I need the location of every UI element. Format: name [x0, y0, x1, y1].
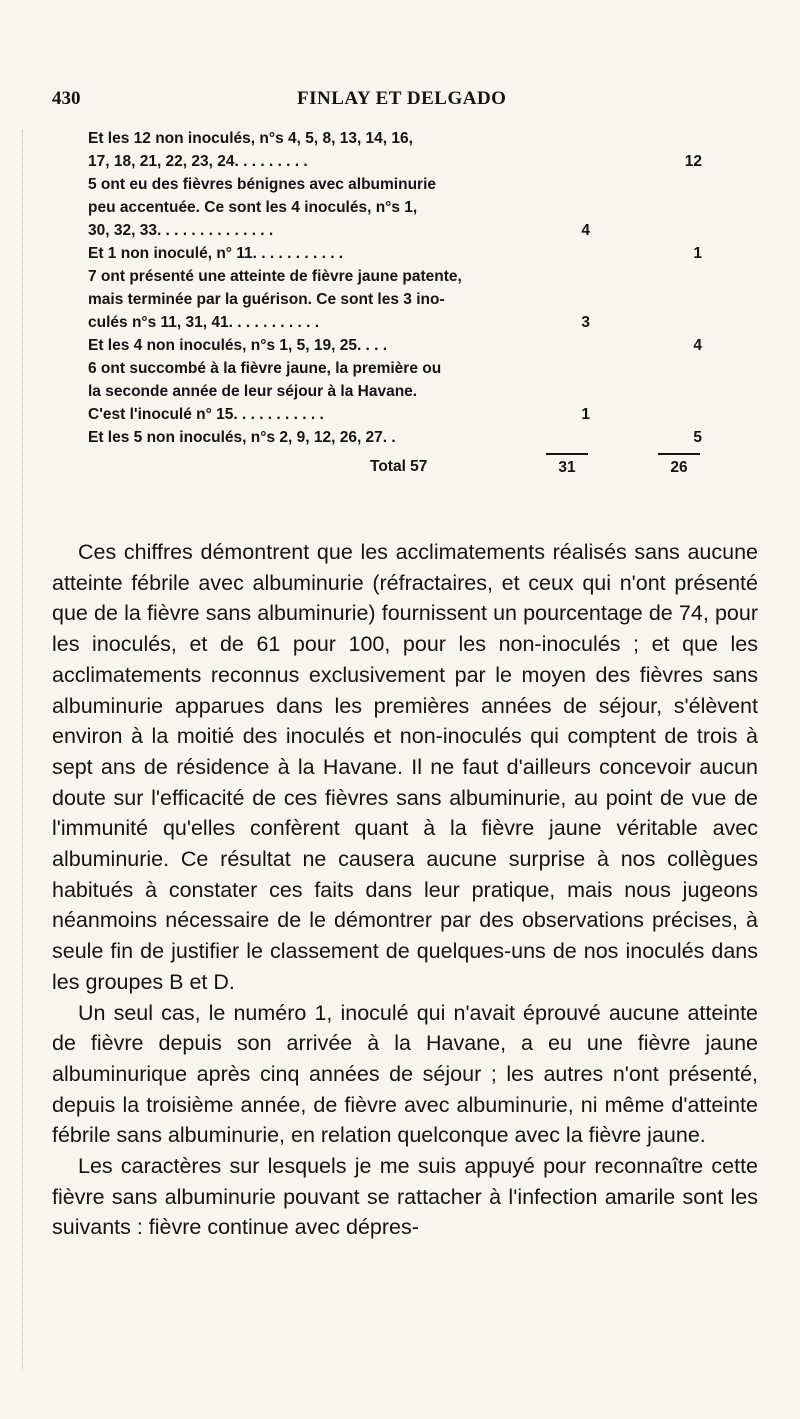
table-row-line: Et les 5 non inoculés, n°s 2, 9, 12, 26, 27. .: [88, 429, 396, 446]
table-row-line: 6 ont succombé à la fièvre jaune, la première ou: [88, 360, 442, 377]
table-row: [88, 265, 708, 334]
total-inoculated: 31: [546, 453, 588, 479]
running-head: FINLAY ET DELGADO: [297, 88, 507, 109]
table-row-text: [88, 357, 546, 426]
results-table: [88, 127, 708, 479]
body-paragraph: Ces chiffres démontrent que les acclimatements réalisés sans aucune atteinte fébrile avec albuminurie (réfractaires, et ceux qui n'ont présenté que de la fièvre sans albuminurie) fournissent un pourcentage de 74, pour les inoculés, et de 61 pour 100, pour les non-inoculés ; et que les acclimatements reconnus exclusivement par le moyen des fièvres sans albuminurie apparues dans les premières années de séjour, s'élèvent environ à la moitié des inoculés et non-inoculés qui comptent de trois à sept ans de résidence à la Havane. Il ne faut d'ailleurs concevoir aucun doute sur l'efficacité de ces fièvres sans albuminurie, au point de vue de l'immunité qu'elles confèrent quant à la fièvre jaune véritable avec albuminurie. Ce résultat ne causera aucune surprise à nos collègues habitués à constater ces faits dans leur pratique, mais nous jugeons néanmoins nécessaire de le démontrer par des observations précises, à seule fin de justifier le classement de quelques-uns de nos inoculés dans les groupes B et D.: [52, 540, 758, 994]
inoculated-count: 4: [581, 222, 590, 239]
non-inoculated-count: 4: [693, 337, 702, 354]
table-row-text: [88, 265, 546, 334]
table-row-line: 17, 18, 21, 22, 23, 24. . . . . . . . .: [88, 153, 308, 170]
page-edge-shadow: [22, 130, 26, 1370]
table-row-text: [88, 173, 546, 242]
table-row-line: Et 1 non inoculé, n° 11. . . . . . . . . . .: [88, 245, 344, 262]
table-row-text: [88, 242, 528, 265]
non-inoculated-count: 1: [693, 245, 702, 262]
table-row-line: peu accentuée. Ce sont les 4 inoculés, n°s 1,: [88, 199, 418, 216]
non-inoculated-count: 5: [693, 429, 702, 446]
table-row-line: Et les 12 non inoculés, n°s 4, 5, 8, 13, 14, 16,: [88, 130, 413, 147]
non-inoculated-count: 12: [684, 153, 702, 170]
table-row-text: [88, 426, 528, 449]
table-row-line: mais terminée par la guérison. Ce sont les 3 ino-: [88, 291, 445, 308]
total-non-inoculated: 26: [658, 453, 700, 479]
table-row: [88, 426, 708, 449]
table-row-text: [88, 334, 528, 357]
table-row-line: la seconde année de leur séjour à la Havane.: [88, 383, 418, 400]
table-row: [88, 334, 708, 357]
table-row-line: Et les 4 non inoculés, n°s 1, 5, 19, 25. . . .: [88, 337, 388, 354]
table-row-line: 5 ont eu des fièvres bénignes avec albuminurie: [88, 176, 437, 193]
table-row-line: 7 ont présenté une atteinte de fièvre jaune patente,: [88, 268, 462, 285]
inoculated-count: 1: [581, 406, 590, 423]
page-header: [52, 88, 752, 116]
page-number: 430: [52, 88, 81, 109]
table-row: [88, 127, 708, 173]
table-row-line: 30, 32, 33. . . . . . . . . . . . . .: [88, 222, 274, 239]
body-paragraph: Un seul cas, le numéro 1, inoculé qui n'avait éprouvé aucune atteinte de fièvre depuis son arrivée à la Havane, a eu une fièvre jaune albuminurique après cinq années de séjour ; les autres n'ont présenté, depuis la troisième année, de fièvre avec albuminurie, ni même d'atteinte fébrile sans albuminurie, en relation quelconque avec la fièvre jaune.: [52, 1000, 758, 1148]
table-row-line: culés n°s 11, 31, 41. . . . . . . . . . .: [88, 314, 320, 331]
table-row: [88, 357, 708, 426]
inoculated-count: 3: [581, 314, 590, 331]
table-row: [88, 173, 708, 242]
total-row: [88, 453, 708, 479]
table-row-line: C'est l'inoculé n° 15. . . . . . . . . . .: [88, 406, 324, 423]
total-label: Total 57: [370, 458, 428, 475]
table-row-text: [88, 127, 528, 173]
table-row: [88, 242, 708, 265]
body-paragraph: Les caractères sur lesquels je me suis appuyé pour reconnaître cette fièvre sans albuminurie pouvant se rattacher à l'infection amarile sont les suivants : fièvre continue avec dépres-: [52, 1154, 758, 1240]
body-text: [52, 537, 758, 1243]
